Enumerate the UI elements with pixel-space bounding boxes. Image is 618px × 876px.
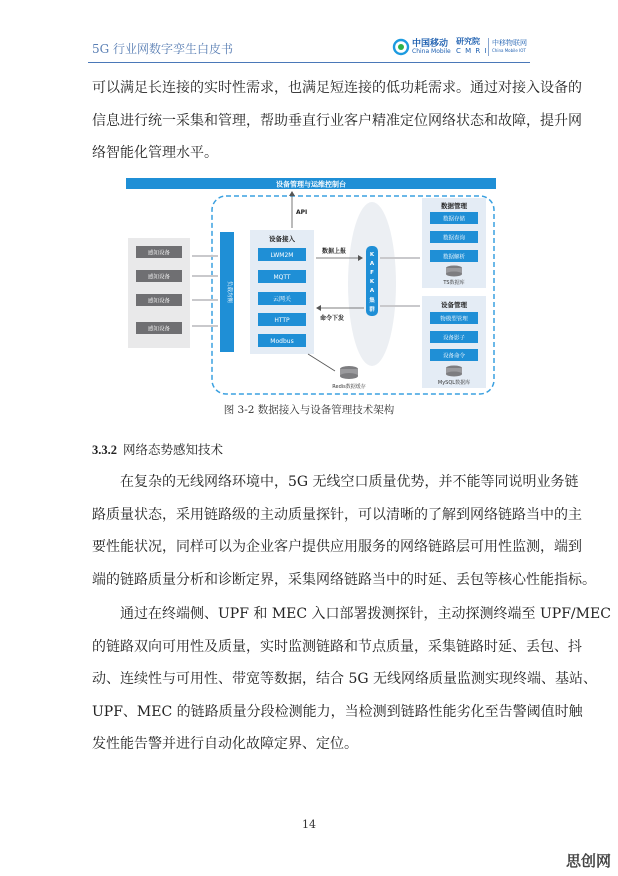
data-item-label: 数据解析 [442, 254, 466, 261]
protocol-box [258, 248, 306, 261]
para3-line: 动、连续性与可用性、带宽等数据，结合 5G 无线网络质量监测实现终端、基站、 [92, 671, 597, 687]
logo [392, 36, 532, 60]
protocol-box [258, 270, 306, 283]
device-label: 感知设备 [147, 298, 171, 305]
device-mgmt-label: 设备命令 [442, 353, 466, 360]
ts-db-label: TS数据库 [443, 280, 465, 286]
device-link-arrows [192, 256, 218, 326]
cmd-down-label: 命令下发 [320, 315, 345, 322]
para3-line: 的链路双向可用性及质量，实时监测链路和节点质量，采集链路时延、丢包、抖 [92, 638, 582, 655]
device-box [136, 322, 182, 334]
section-heading [92, 440, 223, 458]
china-mobile-logo-icon [392, 37, 410, 57]
paragraph-3 [92, 598, 611, 761]
redis-db-icon [340, 366, 358, 379]
redis-label: Redis数据缓存 [332, 384, 366, 390]
protocol-label: LWM2M [270, 252, 294, 259]
para3-line: 发性能告警并进行自动化故障定界、定位。 [92, 736, 358, 752]
data-item [430, 250, 478, 262]
data-item [430, 231, 478, 243]
device-box [136, 270, 182, 282]
kafka-letter: F [370, 270, 374, 276]
page-number: 14 [302, 818, 316, 831]
device-mgmt-item [430, 312, 478, 324]
section-number: 3.3.2 [92, 443, 117, 457]
para2-line: 端的链路质量分析和诊断定界，采集网络链路当中的时延、丢包等核心性能指标。 [92, 571, 596, 588]
mysql-db-icon [446, 366, 462, 377]
kafka-letter: K [369, 279, 375, 285]
para1-line: 信息进行统一采集和管理，帮助垂直行业客户精准定位网络状态和故障，提升网 [92, 112, 582, 129]
protocol-label: 云网关 [272, 296, 292, 303]
protocol-box [258, 313, 306, 326]
data-up-label: 数据上报 [322, 248, 347, 255]
ts-db-icon [446, 266, 462, 277]
kafka-letter: K [369, 252, 375, 258]
logo-cm-cn: 中国移动 [412, 39, 449, 49]
paragraph-1 [92, 72, 582, 170]
api-arrowhead-icon [289, 191, 295, 196]
device-mgmt-label: 物模型管理 [440, 316, 468, 323]
logo-cm-en: China Mobile [412, 48, 451, 55]
architecture-diagram [120, 176, 500, 398]
kafka-letter: A [369, 261, 375, 267]
api-label: API [296, 209, 308, 216]
device-box [136, 294, 182, 306]
logo-separator [488, 38, 489, 56]
protocol-box [258, 292, 306, 305]
mysql-db-label: MySQL数据库 [437, 380, 471, 386]
data-item [430, 212, 478, 224]
paragraph-2 [92, 466, 596, 596]
para2-line: 要性能状况，同样可以为企业客户提供应用服务的网络链路层可用性监测，端到 [92, 539, 582, 555]
device-mgmt-label: 设备影子 [442, 335, 466, 342]
protocol-label: MQTT [273, 274, 291, 281]
para3-line: UPF、MEC 的链路质量分段检测能力，当检测到链路性能劣化至告警阈值时触 [92, 703, 583, 720]
kafka-letter: 集 [369, 298, 375, 304]
para1-line: 可以满足长连接的实时性需求，也满足短连接的低功耗需求。通过对接入设备的 [92, 80, 582, 96]
logo-iot-cn: 中移物联网 [492, 39, 527, 47]
load-balancer-label: 负载均衡 [226, 280, 232, 304]
data-item-label: 数据存储 [442, 216, 466, 223]
device-mgmt-item [430, 349, 478, 361]
device-label: 感知设备 [147, 250, 171, 257]
header-title: 5G 行业网数字孪生白皮书 [92, 42, 234, 56]
device-label: 感知设备 [147, 326, 171, 333]
device-management-title: 设备管理 [441, 301, 467, 309]
watermark: 思创网 [566, 852, 612, 870]
protocol-label: HTTP [274, 317, 290, 324]
logo-iot-en: China Mobile IOT [492, 48, 526, 53]
header-rule [88, 62, 530, 63]
redis-link [308, 354, 335, 371]
logo-rs-en: C M R I [456, 47, 488, 55]
logo-rs-cn: 研究院 [456, 37, 480, 46]
para1-line: 络智能化管理水平。 [92, 145, 218, 161]
kafka-letter: A [369, 288, 375, 294]
console-bar-label: 设备管理与运维控制台 [276, 180, 346, 189]
device-mgmt-item [430, 331, 478, 343]
para2-line: 路质量状态，采用链路级的主动质量探针，可以清晰的了解到网络链路当中的主 [92, 506, 582, 523]
data-management-title: 数据管理 [441, 202, 467, 210]
protocol-box [258, 334, 306, 347]
para3-line: 通过在终端侧、UPF 和 MEC 入口部署拨测探针，主动探测终端至 UPF/MEC [120, 606, 611, 622]
protocol-label: Modbus [270, 338, 294, 345]
device-box [136, 246, 182, 258]
device-label: 感知设备 [147, 274, 171, 281]
kafka-letter: 群 [369, 307, 375, 313]
data-item-label: 数据查询 [442, 235, 466, 242]
access-title: 设备接入 [269, 235, 295, 243]
para2-line: 在复杂的无线网络环境中，5G 无线空口质量优势，并不能等同说明业务链 [120, 474, 579, 490]
cmd-down-arrowhead-icon [316, 305, 321, 311]
figure-caption: 图 3-2 数据接入与设备管理技术架构 [223, 404, 395, 416]
section-title: 网络态势感知技术 [123, 442, 224, 457]
